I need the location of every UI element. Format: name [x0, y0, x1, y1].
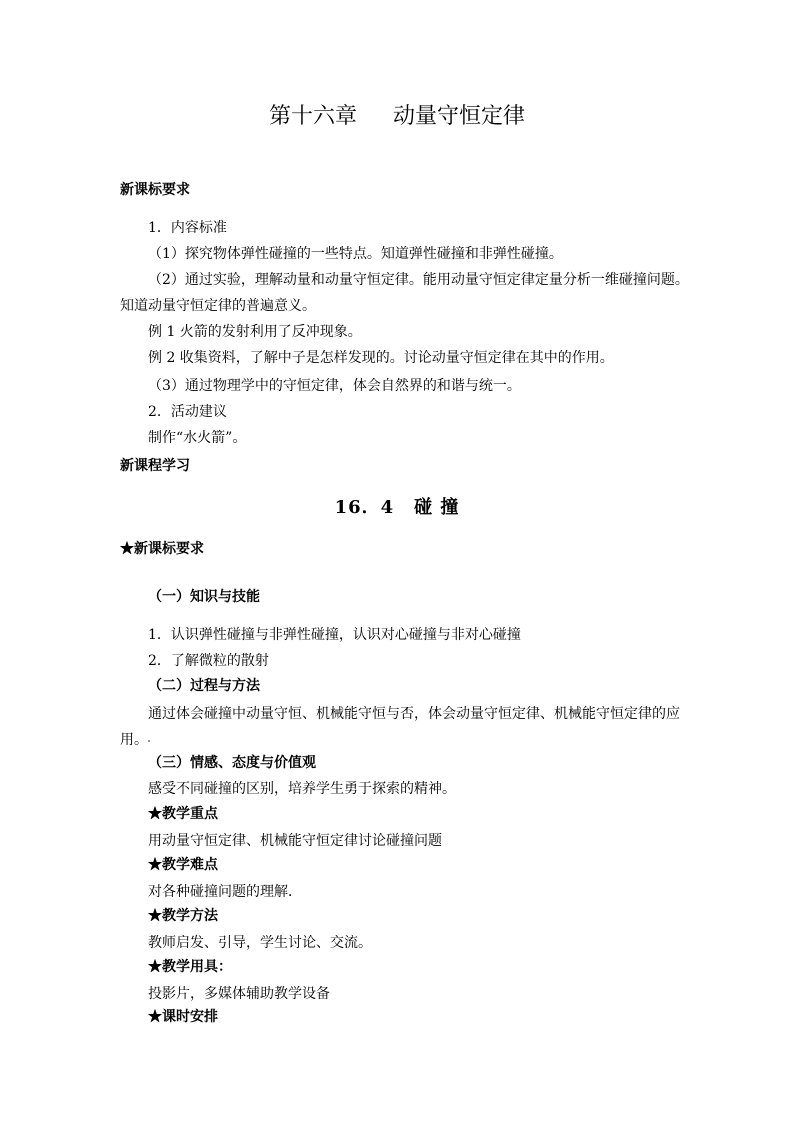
knowledge-item-2: 2．了解微粒的散射 [148, 653, 269, 669]
heading-knowledge-skills: （一）知识与技能 [148, 589, 260, 605]
knowledge-item-1: 1．认识弹性碰撞与非弹性碰撞，认识对心碰撞与非对心碰撞 [148, 627, 521, 643]
activity-item: 制作“水火箭”。 [148, 430, 247, 446]
standard-line-1: （1）探究物体弹性碰撞的一些特点。知道弹性碰撞和非弹性碰撞。 [148, 246, 563, 262]
heading-new-course: 新课程学习 [120, 458, 190, 474]
teaching-tools-text: 投影片，多媒体辅助教学设备 [148, 986, 330, 1002]
activity-suggestion: 2．活动建议 [148, 404, 227, 420]
teaching-method-text: 教师启发、引导，学生讨论、交流。 [148, 935, 372, 951]
teaching-focus-text: 用动量守恒定律、机械能守恒定律讨论碰撞问题 [148, 833, 442, 849]
heading-emotion-values: （三）情感、态度与价值观 [148, 755, 316, 771]
emotion-line: 感受不同碰撞的区别，培养学生勇于探索的精神。 [148, 781, 456, 797]
section-name: 碰 撞 [414, 497, 460, 518]
example-2: 例 2 收集资料，了解中子是怎样发现的。讨论动量守恒定律在其中的作用。 [148, 350, 614, 366]
heading-star-standard: ★新课标要求 [120, 541, 204, 557]
heading-class-schedule: ★课时安排 [148, 1009, 218, 1025]
stray-dot [148, 740, 150, 742]
example-1: 例 1 火箭的发射利用了反冲现象。 [148, 324, 362, 340]
chapter-number: 第十六章 [268, 104, 357, 129]
heading-teaching-tools: ★教学用具： [148, 959, 232, 975]
heading-new-standard: 新课标要求 [120, 182, 190, 198]
section-title [0, 496, 794, 520]
teaching-difficulty-text: 对各种碰撞问题的理解． [148, 884, 302, 900]
heading-teaching-difficulty: ★教学难点 [148, 857, 218, 873]
chapter-name: 动量守恒定律 [393, 104, 526, 129]
process-line-a: 通过体会碰撞中动量守恒、机械能守恒与否，体会动量守恒定律、机械能守恒定律的应 [148, 706, 680, 722]
heading-teaching-focus: ★教学重点 [148, 806, 218, 822]
process-line-b: 用。 [120, 732, 148, 748]
chapter-title [0, 102, 794, 132]
standard-line-2a: （2）通过实验，理解动量和动量守恒定律。能用动量守恒定律定量分析一维碰撞问题。 [148, 272, 689, 288]
section-number: 16．4 [334, 497, 395, 518]
heading-process-method: （二）过程与方法 [148, 678, 260, 694]
standard-line-3: （3）通过物理学中的守恒定律，体会自然界的和谐与统一。 [148, 378, 521, 394]
standard-line-2b: 知道动量守恒定律的普遍意义。 [120, 298, 316, 314]
heading-teaching-method: ★教学方法 [148, 908, 218, 924]
content-standard-item: 1．内容标准 [148, 220, 227, 236]
